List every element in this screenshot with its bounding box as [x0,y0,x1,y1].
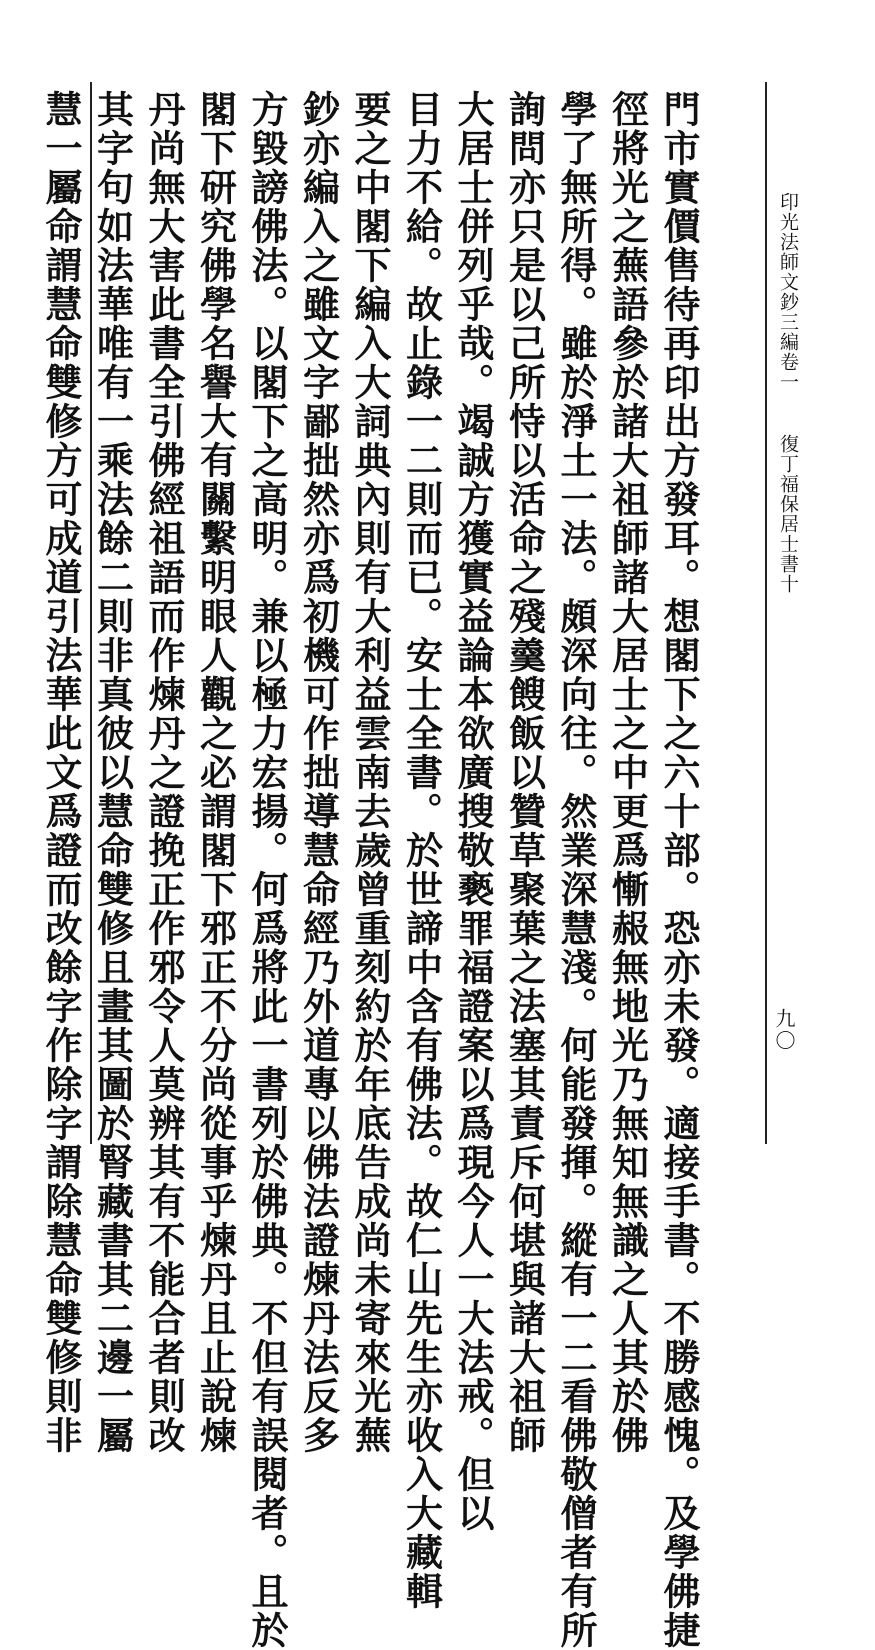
page-number: 九〇 [772,1008,796,1052]
book-title: 印光法師文鈔三編卷一 [777,192,799,392]
text-column-8: 鈔亦編入之雖文字鄙拙然亦爲初機可作拙導慧命經乃外道專以佛法證煉丹法反多 [296,90,341,1455]
text-column-13: 慧一屬命謂慧命雙修方可成道引法華此文爲證而改餘字作除字謂除慧命雙修則非 [39,90,83,1455]
text-column-10: 閣下研究佛學名譽大有關繫明眼人觀之必謂閣下邪正不分尚從事乎煉丹且止說煉 [193,90,238,1455]
text-column-9: 方毀謗佛法。以閣下之高明。兼以極力宏揚。何爲將此一書列於佛典。不但有誤閱者。且於 [245,90,289,1650]
text-column-4: 詢問亦只是以己所恃以活命之殘羹餿飯以贊草聚葉之法塞其責斥何堪與諸大祖師 [502,90,547,1455]
chapter-title: 復丁福保居士書十 [777,434,799,594]
text-column-7: 要之中閣下編入大詞典內則有大利益雲南去歲曾重刻約於年底告成尚未寄來光蕪 [348,90,392,1455]
text-column-5: 大居士併列乎哉。竭誠方獲實益論本欲廣搜敬褻罪福證案以爲現今人一大法戒。但以 [451,90,495,1533]
text-column-6: 目力不給。故止錄一二則而已。安士全書。於世諦中含有佛法。故仁山先生亦收入大藏輯 [399,90,444,1611]
running-header [762,192,802,952]
text-column-3: 學了無所得。雖於淨土一法。頗深向往。然業深慧淺。何能發揮。縱有一二看佛敬僧者有所 [554,90,598,1650]
text-column-2: 徑將光之蕪語參於諸大祖師諸大居士之中更爲慚赧無地光乃無知無識之人其於佛 [605,90,650,1455]
text-column-1: 門市實價售待再印出方發耳。想閣下之六十部。恐亦未發。適接手書。不勝感愧。及學佛捷 [657,90,701,1650]
text-column-11: 丹尚無大害此書全引佛經祖語而作煉丹之證挽正作邪令人莫辨其有不能合者則改 [142,90,186,1455]
body-text [39,90,704,1650]
text-column-12: 其字句如法華唯有一乘法餘二則非真彼以慧命雙修且畫其圖於腎藏書其二邊一屬 [90,90,135,1455]
